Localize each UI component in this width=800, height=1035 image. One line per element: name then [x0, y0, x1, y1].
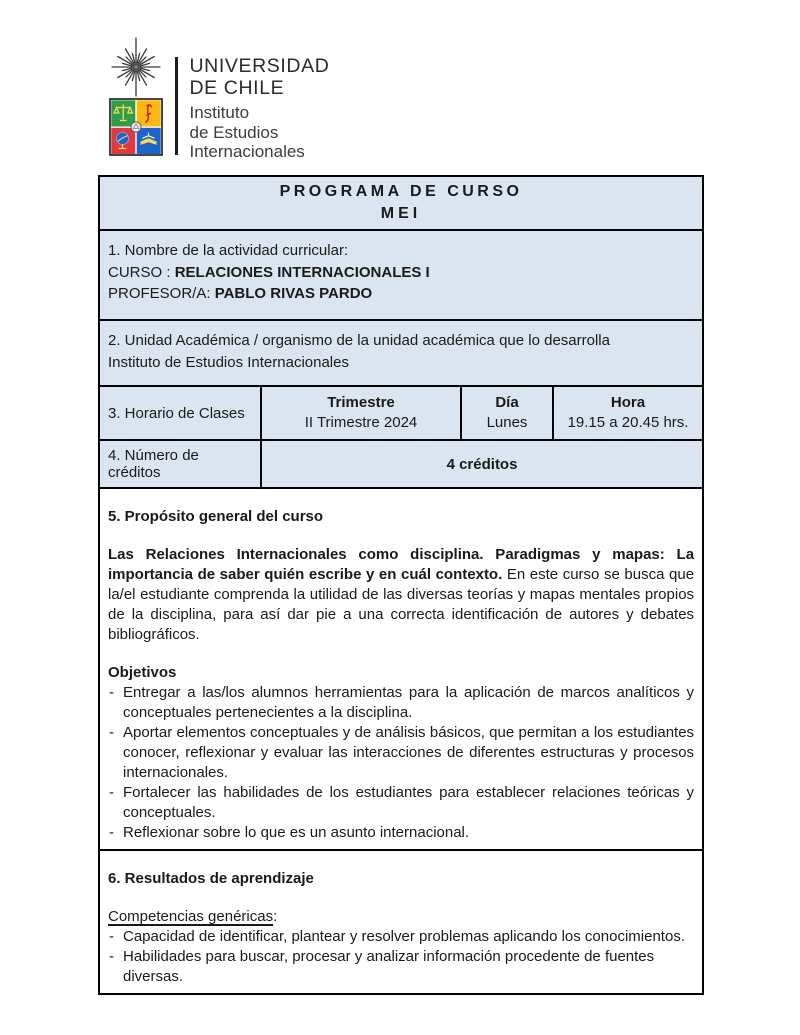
purpose-paragraph	[108, 545, 694, 645]
objectives-list	[108, 683, 694, 843]
generic-competencies-label: Competencias genéricas	[108, 908, 274, 925]
table-row	[99, 176, 703, 230]
trimester-header: Trimestre	[327, 394, 395, 411]
course-value: RELACIONES INTERNACIONALES I	[174, 263, 430, 281]
institute-line2: de Estudios	[189, 122, 279, 142]
institute-name	[190, 103, 330, 162]
day-value: Lunes	[486, 414, 528, 431]
program-subtitle: MEI	[380, 205, 422, 222]
logo-emblem	[101, 36, 171, 162]
list-item: - Capacidad de identificar, plantear y resolver problemas aplicando los conocimientos.	[108, 927, 694, 947]
university-name-line1: UNIVERSIDAD	[189, 55, 330, 77]
competencies-list	[108, 927, 694, 987]
university-logo	[101, 36, 329, 162]
shield-icon	[109, 98, 163, 158]
table-row	[99, 230, 703, 320]
list-item: - Aportar elementos conceptuales y de análisis básicos, que permitan a los estudiantes conocer, reflexionar y evaluar las interacciones de diferentes estructuras y procesos internacionales.	[108, 723, 694, 783]
professor-label: PROFESOR/A:	[108, 285, 215, 302]
trimester-value: II Trimestre 2024	[304, 414, 418, 431]
hour-header: Hora	[610, 394, 646, 411]
professor-value: PABLO RIVAS PARDO	[214, 285, 373, 302]
logo-text	[190, 36, 330, 162]
day-cell	[461, 386, 553, 440]
course-line	[108, 262, 694, 284]
day-header: Día	[495, 394, 519, 411]
activity-name-cell	[99, 230, 703, 320]
trimester-cell	[261, 386, 461, 440]
starburst-icon	[102, 36, 170, 98]
activity-name-label: 1. Nombre de la actividad curricular:	[108, 242, 349, 259]
institute-line3: Internacionales	[189, 142, 305, 161]
professor-line	[108, 283, 694, 305]
credits-value-cell	[261, 440, 703, 488]
course-label: CURSO :	[108, 263, 175, 281]
purpose-intro-rest: En este curso se busca que la/el estudiante comprenda la utilidad de las diversas teorías y mapas mentales propios de la disciplina, para así dar pie a una correcta identificación de autores y debates bibliográficos.	[108, 566, 695, 643]
generic-competencies-heading	[108, 907, 694, 927]
institute-line1: Instituto	[189, 103, 250, 122]
generic-competencies-colon: :	[273, 908, 278, 925]
logo-divider	[175, 57, 178, 155]
purpose-section-cell	[99, 488, 703, 850]
program-header-cell	[99, 176, 703, 230]
schedule-label: 3. Horario de Clases	[108, 404, 245, 422]
credits-label: 4. Número de créditos	[108, 447, 199, 481]
table-row	[99, 850, 703, 994]
list-item: - Entregar a las/los alumnos herramientas para la aplicación de marcos analíticos y conceptuales pertenecientes a la disciplina.	[108, 683, 694, 723]
objectives-title: Objetivos	[108, 664, 177, 681]
outcomes-section-title: 6. Resultados de aprendizaje	[108, 870, 314, 887]
academic-unit-value: Instituto de Estudios Internacionales	[108, 353, 349, 371]
table-row	[99, 440, 703, 488]
list-item: - Reflexionar sobre lo que es un asunto internacional.	[108, 823, 694, 843]
purpose-intro-bold: Las Relaciones Internacionales como disciplina. Paradigmas y mapas: La importancia de saber quién escribe y en cuál contexto.	[108, 546, 695, 583]
list-item: - Habilidades para buscar, procesar y analizar información procedente de fuentes diversas.	[108, 947, 694, 987]
table-row	[99, 320, 703, 386]
credits-value: 4 créditos	[446, 455, 518, 473]
hour-value: 19.15 a 20.45 hrs.	[567, 414, 689, 431]
table-row	[99, 386, 703, 440]
academic-unit-cell	[99, 320, 703, 386]
table-row	[99, 488, 703, 850]
academic-unit-label: 2. Unidad Académica / organismo de la unidad académica que lo desarrolla	[108, 332, 610, 349]
course-program-table	[98, 175, 704, 995]
schedule-label-cell	[99, 386, 261, 440]
credits-label-cell	[99, 440, 261, 488]
program-title: PROGRAMA DE CURSO	[279, 183, 523, 200]
university-name-line2: DE CHILE	[189, 77, 285, 99]
purpose-section-title: 5. Propósito general del curso	[108, 508, 324, 525]
hour-cell	[553, 386, 703, 440]
outcomes-section-cell	[99, 850, 703, 994]
list-item: - Fortalecer las habilidades de los estudiantes para establecer relaciones teóricas y conceptuales.	[108, 783, 694, 823]
